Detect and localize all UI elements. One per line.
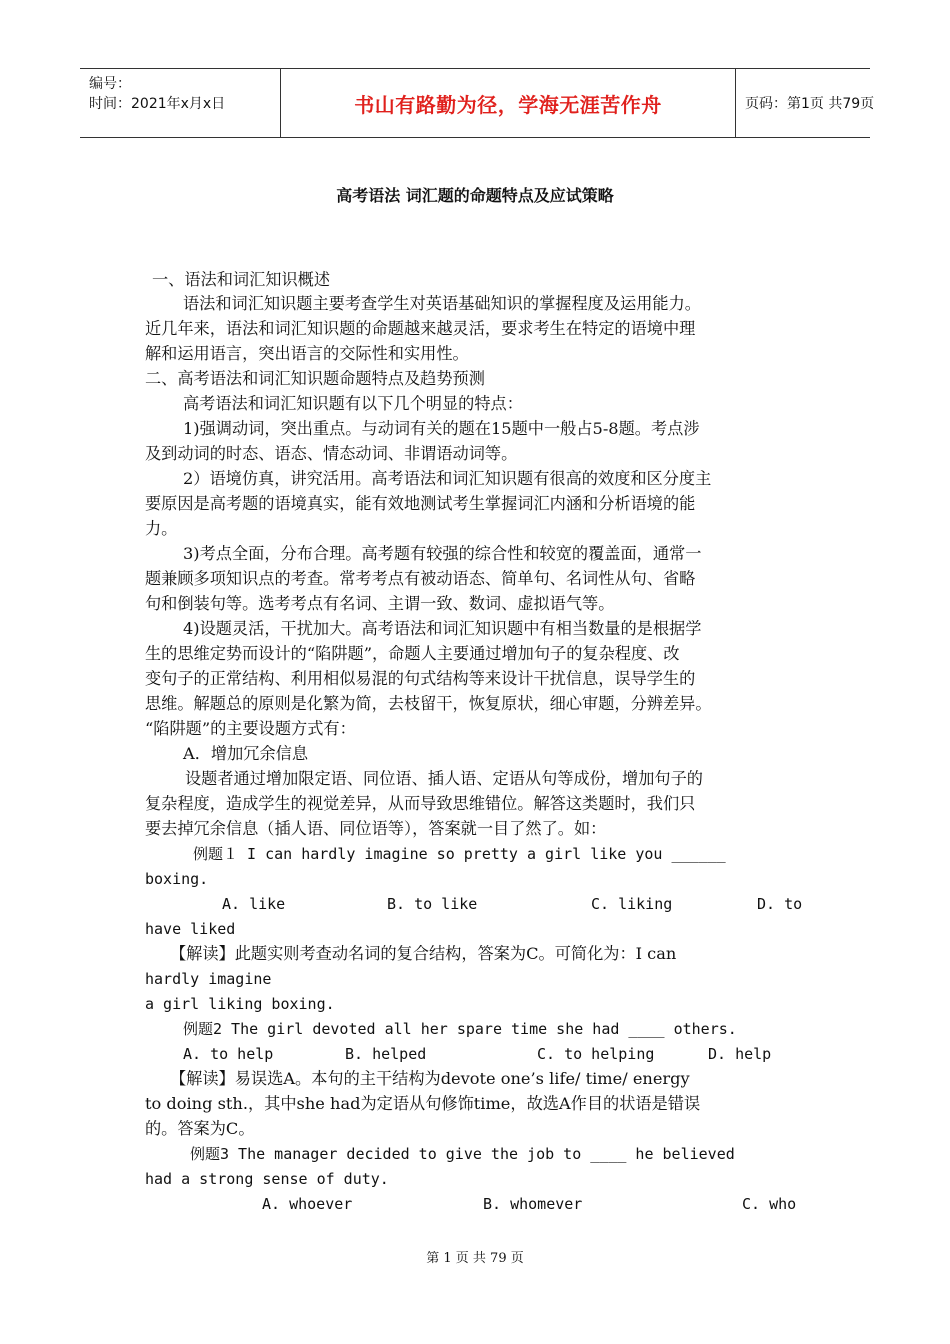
example-1-analysis-cont: a girl liking boxing. — [145, 995, 335, 1013]
time-label: 时间：2021年x月x日 — [89, 96, 226, 112]
paragraph-line: 4)设题灵活，干扰加大。高考语法和词汇知识题中有相当数量的是根据学 — [183, 619, 702, 638]
page-footer: 第 1 页 共 79 页 — [426, 1251, 524, 1266]
example-2-analysis-cont: 的。答案为C。 — [145, 1119, 255, 1138]
motto-text: 书山有路勤为径，学海无涯苦作舟 — [354, 92, 662, 117]
paragraph-line: 及到动词的时态、语态、情态动词、非谓语动词等。 — [145, 444, 518, 463]
example-3-question: 例题3 The manager decided to give the job to ____ he believed — [190, 1145, 735, 1163]
paragraph-line: 近几年来，语法和词汇知识题的命题越来越灵活，要求考生在特定的语境中理 — [145, 319, 696, 338]
example-1-question-cont: boxing. — [145, 870, 209, 888]
example-2-analysis-cont: to doing sth.，其中she had为定语从句修饰time，故选A作目的状语是错误 — [145, 1094, 701, 1113]
paragraph-line: 要原因是高考题的语境真实，能有效地测试考生掌握词汇内涵和分析语境的能 — [145, 494, 696, 513]
paragraph-line: 力。 — [145, 519, 178, 538]
page-title: 高考语法 词汇题的命题特点及应试策略 — [336, 186, 614, 205]
paragraph-line: 1)强调动词，突出重点。与动词有关的题在15题中一般占5-8题。考点涉 — [183, 419, 700, 438]
example-3-option-a: A. whoever — [262, 1195, 353, 1213]
example-3-question-cont: had a strong sense of duty. — [145, 1170, 389, 1188]
example-1-option-c: C. liking — [591, 895, 673, 913]
example-2-option-a: A. to help — [183, 1045, 274, 1063]
example-1-question: 例题１ I can hardly imagine so pretty a girl like you ______ — [193, 845, 726, 863]
example-1-option-a: A. like — [222, 895, 286, 913]
paragraph-line: 设题者通过增加限定语、同位语、插人语、定语从句等成份，增加句子的 — [185, 769, 703, 788]
paragraph-line: 变句子的正常结构、利用相似易混的句式结构等来设计干扰信息，误导学生的 — [145, 669, 696, 688]
example-3-option-c: C. who — [742, 1195, 797, 1213]
paragraph-line: 思维。解题总的原则是化繁为简，去枝留干，恢复原状，细心审题，分辨差异。 — [145, 694, 712, 713]
example-2-analysis: 【解读】易误选A。本句的主干结构为devote one’s life/ time/ energy — [170, 1069, 690, 1088]
paragraph-line: 要去掉冗余信息（插人语、同位语等），答案就一目了然了。如： — [145, 819, 607, 838]
paragraph-line: 句和倒装句等。选考考点有名词、主谓一致、数词、虚拟语气等。 — [145, 594, 615, 613]
paragraph-line: 解和运用语言，突出语言的交际性和实用性。 — [145, 344, 469, 363]
paragraph-line: 3)考点全面，分布合理。高考题有较强的综合性和较宽的覆盖面，通常一 — [183, 544, 702, 563]
example-2-option-b: B. helped — [345, 1045, 427, 1063]
number-label: 编号： — [89, 76, 131, 92]
example-2-option-d: D. help — [708, 1045, 772, 1063]
document-header — [80, 68, 875, 138]
paragraph-line: 高考语法和词汇知识题有以下几个明显的特点： — [183, 394, 523, 413]
example-1-option-d-cont: have liked — [145, 920, 236, 938]
example-3-option-b: B. whomever — [483, 1195, 583, 1213]
paragraph-line: “陷阱题”的主要设题方式有： — [145, 719, 356, 738]
paragraph-line: 复杂程度，造成学生的视觉差异，从而导致思维错位。解答这类题时，我们只 — [145, 794, 696, 813]
example-1-option-d: D. to — [757, 895, 803, 913]
section-heading-1: 一、语法和词汇知识概述 — [152, 270, 331, 289]
subheading-a: A．增加冗余信息 — [183, 744, 309, 763]
example-2-option-c: C. to helping — [537, 1045, 655, 1063]
paragraph-line: 生的思维定势而设计的“陷阱题”，命题人主要通过增加句子的复杂程度、改 — [145, 644, 680, 663]
paragraph-line: 题兼顾多项知识点的考查。常考考点有被动语态、简单句、名词性从句、省略 — [145, 569, 696, 588]
example-1-analysis: 【解读】此题实则考查动名词的复合结构，答案为C。可简化为：I can — [170, 944, 677, 963]
header-motto-cell — [280, 69, 736, 137]
page-indicator: 页码：第1页 共79页 — [745, 96, 875, 112]
paragraph-line: 2）语境仿真，讲究活用。高考语法和词汇知识题有很高的效度和区分度主 — [183, 469, 712, 488]
example-1-option-b: B. to like — [387, 895, 478, 913]
section-heading-2: 二、高考语法和词汇知识题命题特点及趋势预测 — [145, 369, 485, 388]
example-2-question: 例题2 The girl devoted all her spare time she had ____ others. — [183, 1020, 737, 1038]
paragraph-line: 语法和词汇知识题主要考查学生对英语基础知识的掌握程度及运用能力。 — [183, 294, 701, 313]
example-1-analysis-cont: hardly imagine — [145, 970, 272, 988]
header-meta — [80, 69, 280, 137]
